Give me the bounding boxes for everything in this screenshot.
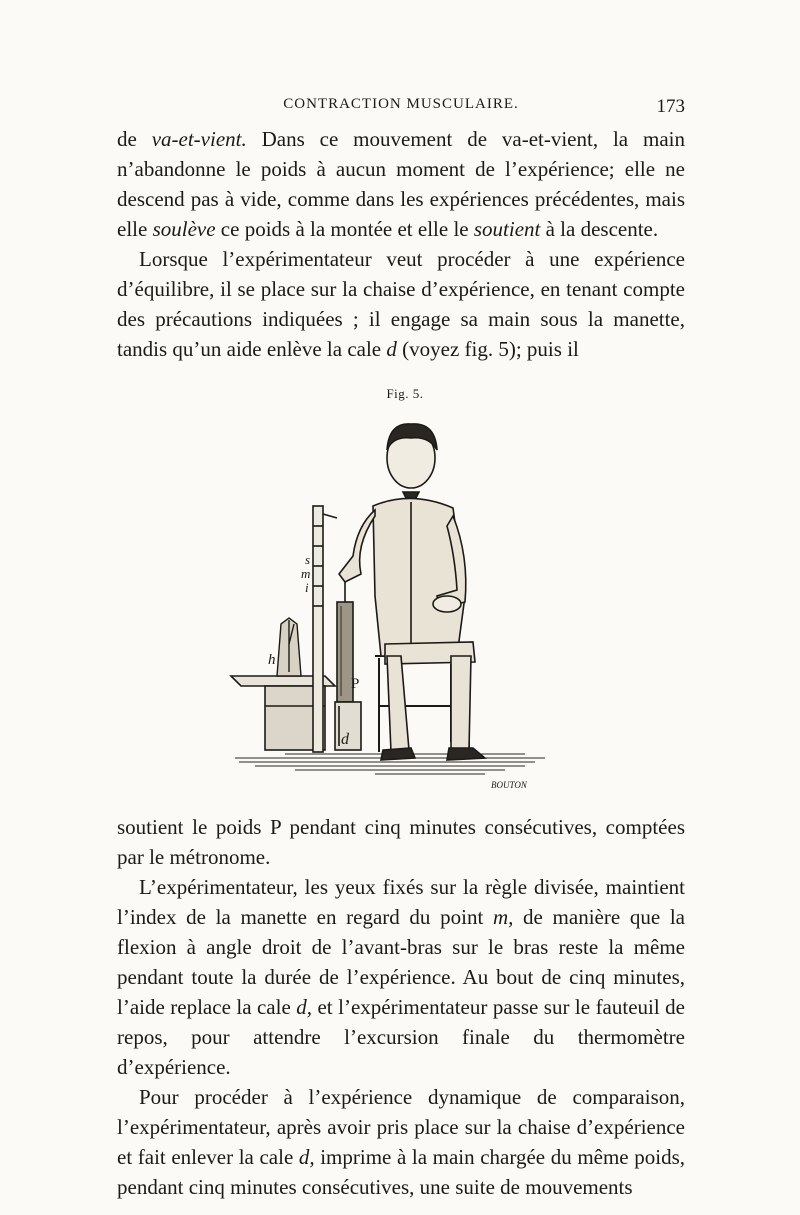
- label-m: m: [301, 566, 311, 581]
- p1-text-3: ce poids à la montée et elle le: [215, 217, 474, 241]
- figure-caption: Fig. 5.: [386, 386, 424, 401]
- p2-text-2: (voyez fig. 5); puis il: [396, 337, 579, 361]
- p1-italic-1: va-et-vient.: [151, 127, 247, 151]
- p2-text-1: Lorsque l’expérimentateur veut procéder à une expérience d’équilibre, il se place sur la chaise d’expérience, en tenant compte des précautions indiquées ; il engage sa main sous la manette, tandis qu’un aide enlève la cale: [117, 247, 685, 361]
- p4-text-2: de manière que la flexion à angle droit de l’avant-bras sur le bras reste la même pendant toute la durée de l’expérience. Au bout de cinq minutes, l’aide replace la cale: [117, 905, 685, 1019]
- p1-text-1: de: [117, 127, 152, 151]
- figure-5: [225, 386, 585, 800]
- p2-italic-1: d: [386, 337, 397, 361]
- p4-text-3: et l’expérimentateur passe sur le fauteuil de repos, pour attendre l’excursion finale du thermomètre d’expérience.: [117, 995, 685, 1079]
- text-block-lower: [117, 812, 685, 1202]
- p4-italic-1: m,: [492, 905, 514, 929]
- text-block-upper: [117, 124, 685, 364]
- p5-italic-1: d,: [298, 1145, 315, 1169]
- p1-text-4: à la descente.: [540, 217, 659, 241]
- paragraph-4: [117, 872, 685, 1082]
- label-d: d: [341, 731, 349, 748]
- paragraph-2: [117, 244, 685, 364]
- p5-text-1: Pour procéder à l’expérience dynamique de comparaison, l’expérimentateur, après avoir pris place sur la chaise d’expérience et fait enlever la cale: [117, 1085, 685, 1169]
- engraver-signature: BOUTON: [491, 780, 527, 790]
- paragraph-1: [117, 124, 685, 244]
- p4-text-1: L’expérimentateur, les yeux fixés sur la règle divisée, maintient l’index de la manette en regard du point: [117, 875, 685, 929]
- p3-text-1: soutient le poids P pendant cinq minutes consécutives, comptées par le métronome.: [117, 815, 685, 869]
- p4-italic-2: d,: [296, 995, 313, 1019]
- page-header: [117, 96, 685, 120]
- metronome: [277, 618, 301, 676]
- p1-italic-2: soulève: [152, 217, 216, 241]
- p5-text-2: imprime à la main chargée du même poids, pendant cinq minutes consécutives, une suite de mouvements: [117, 1145, 685, 1199]
- p1-text-2: Dans ce mouvement de va-et-vient, la main n’abandonne le poids à aucun moment de l’expérience; elle ne descend pas à vide, comme dans les expériences précédentes, mais elle: [117, 127, 685, 241]
- figure-illustration: [225, 406, 585, 798]
- page-number: 173: [656, 96, 685, 117]
- label-i: i: [305, 580, 309, 595]
- running-title: CONTRACTION MUSCULAIRE.: [283, 96, 519, 112]
- p1-italic-3: soutient: [473, 217, 541, 241]
- paragraph-5: [117, 1082, 685, 1202]
- label-h: h: [268, 652, 276, 668]
- label-P: P: [351, 676, 360, 692]
- paragraph-3: [117, 812, 685, 872]
- label-s: s: [305, 552, 311, 567]
